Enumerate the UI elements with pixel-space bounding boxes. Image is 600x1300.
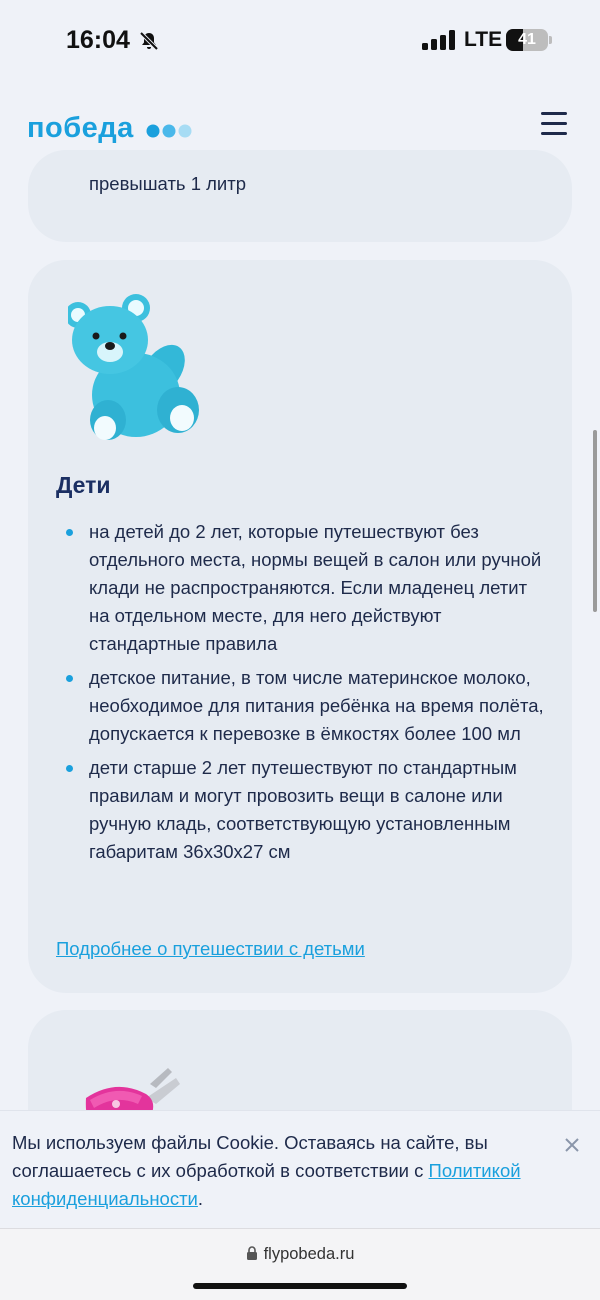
list-item: на детей до 2 лет, которые путешествуют без отдельного места, нормы вещей в салон или ручной клади не распространяются. Если младенец летит на отдельном месте, для него действуют стандартные правила bbox=[56, 518, 546, 658]
cookie-banner bbox=[0, 1110, 600, 1228]
teddy-bear-icon bbox=[68, 290, 208, 450]
kids-card-title: Дети bbox=[56, 472, 111, 498]
liquids-card-text: превышать 1 литр bbox=[89, 173, 247, 194]
browser-address-bar[interactable] bbox=[0, 1228, 600, 1300]
network-label: LTE bbox=[464, 28, 503, 51]
kids-rules-list bbox=[56, 518, 546, 872]
privacy-policy-link[interactable]: Политикой конфиденциальности bbox=[12, 1160, 521, 1209]
cookie-suffix: . bbox=[197, 1188, 204, 1209]
logo-dots-icon bbox=[146, 123, 196, 139]
cookie-message: Мы используем файлы Cookie. Оставаясь на сайте, вы соглашаетесь с их обработкой в соответствии с bbox=[12, 1132, 488, 1181]
cookie-text bbox=[12, 1129, 532, 1213]
kids-travel-link[interactable]: Подробнее о путешествии с детьми bbox=[56, 938, 365, 959]
status-bar bbox=[0, 0, 600, 82]
menu-hamburger-icon[interactable] bbox=[538, 112, 570, 140]
page-scrollbar[interactable] bbox=[593, 430, 597, 612]
cellular-signal-icon bbox=[422, 30, 456, 50]
pobeda-logo[interactable]: победа bbox=[27, 112, 134, 144]
battery-icon bbox=[506, 29, 548, 51]
url-display[interactable] bbox=[0, 1245, 600, 1264]
close-icon[interactable] bbox=[562, 1135, 582, 1155]
liquids-card bbox=[28, 150, 572, 242]
battery-level: 41 bbox=[518, 31, 536, 48]
kids-card bbox=[28, 260, 572, 993]
list-item: дети старше 2 лет путешествуют по стандартным правилам и могут провозить вещи в салоне или ручную кладь, соответствующую установленным габаритам 36х30х27 см bbox=[56, 754, 546, 866]
bell-slash-icon bbox=[138, 30, 160, 52]
lock-icon bbox=[246, 1246, 258, 1260]
home-indicator[interactable] bbox=[193, 1283, 407, 1289]
battery-tip bbox=[549, 36, 552, 44]
url-text: flypobeda.ru bbox=[263, 1245, 355, 1263]
status-time: 16:04 bbox=[66, 26, 130, 54]
list-item: детское питание, в том числе материнское молоко, необходимое для питания ребёнка на время полёта, допускается к перевозке в ёмкостях более 100 мл bbox=[56, 664, 546, 748]
